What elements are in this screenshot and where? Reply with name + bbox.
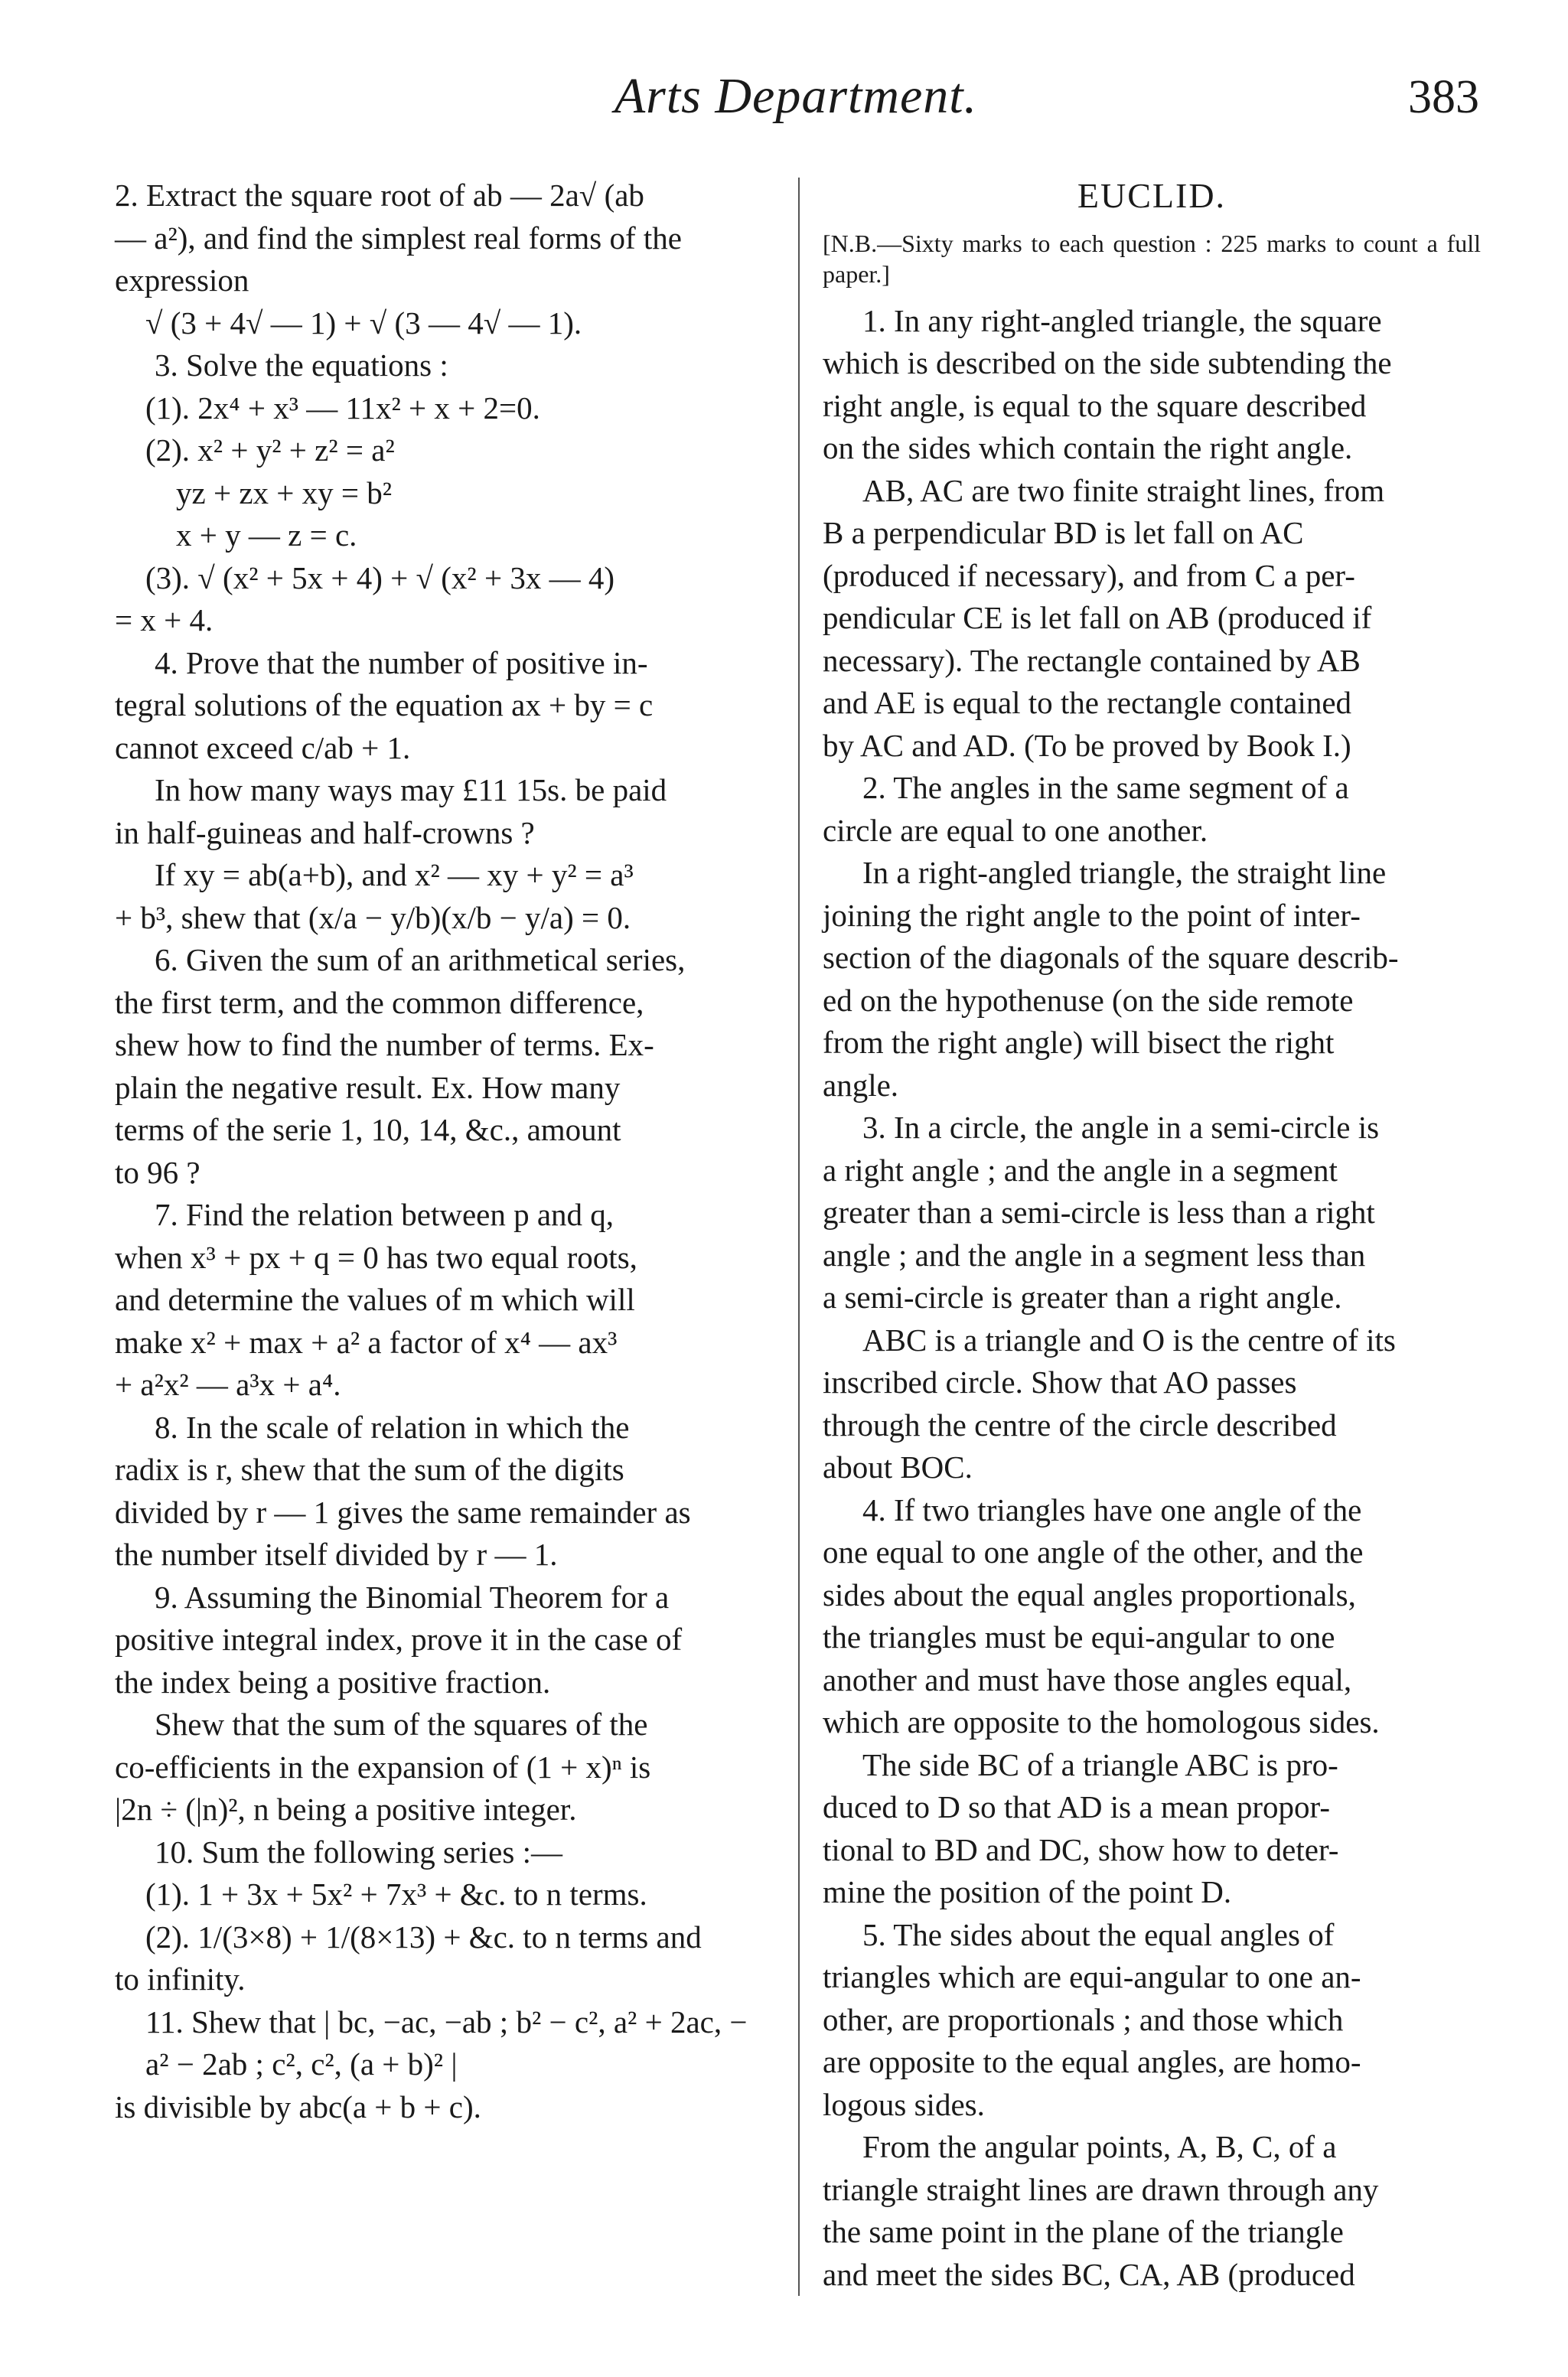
text-line: the index being a positive fraction. — [115, 1664, 551, 1700]
text-line: + a²x² — a³x + a⁴. — [115, 1367, 341, 1402]
equation-line: (1). 1 + 3x + 5x² + 7x³ + &c. to n terms. — [145, 1876, 647, 1912]
text-line: 8. In the scale of relation in which the — [155, 1409, 630, 1445]
text-line: ABC is a triangle and O is the centre of its — [862, 1322, 1396, 1358]
text-line: co-efficients in the expansion of (1 + x)ⁿ is — [115, 1749, 651, 1785]
text-line: expression — [115, 262, 249, 298]
text-line: In a right-angled triangle, the straight line — [862, 855, 1387, 890]
text-line: on the sides which contain the right angle. — [823, 430, 1353, 465]
text-line: AB, AC are two finite straight lines, from — [862, 472, 1385, 508]
text-line: is divisible by abc(a + b + c). — [115, 2088, 481, 2124]
text-line: Shew that the sum of the squares of the — [155, 1707, 648, 1742]
text-line: when x³ + px + q = 0 has two equal roots, — [115, 1239, 637, 1275]
text-line: 4. Prove that the number of positive in- — [155, 644, 648, 680]
text-line: tegral solutions of the equation ax + by = c — [115, 687, 654, 722]
text-line: right angle, is equal to the square described — [823, 387, 1367, 423]
text-line: the triangles must be equi-angular to one — [823, 1619, 1335, 1655]
equation-line: = x + 4. — [115, 602, 214, 637]
text-line: joining the right angle to the point of inter- — [823, 897, 1361, 933]
equation-line: yz + zx + xy = b² — [176, 474, 393, 510]
text-line: which are opposite to the homologous sides. — [823, 1704, 1380, 1740]
text-line: + b³, shew that (x/a − y/b)(x/b − y/a) = 0. — [115, 899, 631, 935]
text-line: 10. Sum the following series :— — [155, 1834, 562, 1870]
text-line: pendicular CE is let fall on AB (produced if — [823, 600, 1372, 635]
text-line: a semi-circle is greater than a right angle. — [823, 1280, 1342, 1315]
text-line: about BOC. — [823, 1449, 973, 1485]
text-line: to 96 ? — [115, 1154, 200, 1190]
text-line: The side BC of a triangle ABC is pro- — [862, 1746, 1338, 1782]
equation-line: 11. Shew that | bc, −ac, −ab ; b² − c², a² + 2ac, − a² − 2ab ; c², c², (a + b)² | — [145, 2004, 748, 2082]
text-line: the first term, and the common difference, — [115, 984, 644, 1020]
text-line: radix is r, shew that the sum of the digits — [115, 1452, 624, 1487]
text-line: 3. Solve the equations : — [155, 347, 448, 383]
text-line: the number itself divided by r — 1. — [115, 1537, 558, 1572]
text-line: mine the position of the point D. — [823, 1874, 1232, 1909]
text-line: sides about the equal angles proportionals, — [823, 1577, 1356, 1612]
text-line: 6. Given the sum of an arithmetical series, — [155, 942, 686, 977]
equation-line: (2). 1/(3×8) + 1/(8×13) + &c. to n terms and — [145, 1919, 702, 1955]
text-line: necessary). The rectangle contained by AB — [823, 642, 1361, 678]
text-line: 5. The sides about the equal angles of — [862, 1916, 1335, 1952]
text-line: to infinity. — [115, 1961, 246, 1997]
text-line: If xy = ab(a+b), and x² — xy + y² = a³ — [155, 857, 634, 892]
text-line: another and must have those angles equal, — [823, 1661, 1352, 1697]
text-line: plain the negative result. Ex. How many — [115, 1069, 621, 1105]
text-line: logous sides. — [823, 2086, 985, 2122]
text-line: 3. In a circle, the angle in a semi-circle is — [862, 1110, 1380, 1145]
text-line: are opposite to the equal angles, are homo- — [823, 2044, 1361, 2079]
text-line: 7. Find the relation between p and q, — [155, 1197, 614, 1232]
right-column — [823, 174, 1481, 2296]
text-line: angle. — [823, 1067, 899, 1103]
text-line: the same point in the plane of the triangle — [823, 2214, 1344, 2249]
text-line: From the angular points, A, B, C, of a — [862, 2129, 1337, 2164]
text-line: 2. The angles in the same segment of a — [862, 770, 1349, 805]
column-divider — [798, 178, 800, 2296]
text-line: tional to BD and DC, show how to deter- — [823, 1831, 1339, 1867]
text-line: inscribed circle. Show that AO passes — [823, 1365, 1297, 1400]
text-line: 9. Assuming the Binomial Theorem for a — [155, 1579, 670, 1615]
equation-line: x + y — z = c. — [176, 517, 357, 553]
text-line: greater than a semi-circle is less than a right — [823, 1195, 1375, 1230]
text-line: in half-guineas and half-crowns ? — [115, 814, 535, 850]
text-line: 2. Extract the square root of ab — 2a√ (ab — [115, 178, 644, 213]
text-line: (produced if necessary), and from C a per- — [823, 557, 1355, 593]
text-line: cannot exceed c/ab + 1. — [115, 729, 411, 765]
page-number: 383 — [1408, 71, 1479, 123]
text-line: and meet the sides BC, CA, AB (produced — [823, 2256, 1355, 2292]
section-heading: EUCLID. — [1077, 176, 1227, 215]
text-line: through the centre of the circle described — [823, 1407, 1337, 1443]
text-line: and determine the values of m which will — [115, 1282, 635, 1317]
text-line: ed on the hypothenuse (on the side remote — [823, 982, 1354, 1018]
text-line: |2n ÷ (|n)², n being a positive integer. — [115, 1792, 577, 1827]
text-line: angle ; and the angle in a segment less than — [823, 1237, 1366, 1273]
equation-line: √ (3 + 4√ — 1) + √ (3 — 4√ — 1). — [145, 305, 582, 341]
equation-line: (2). x² + y² + z² = a² — [145, 432, 395, 468]
text-line: make x² + max + a² a factor of x⁴ — ax³ — [115, 1324, 618, 1360]
text-line: triangle straight lines are drawn through any — [823, 2171, 1379, 2207]
text-line: B a perpendicular BD is let fall on AC — [823, 515, 1304, 550]
equation-line: (1). 2x⁴ + x³ — 11x² + x + 2=0. — [145, 390, 540, 426]
text-line: a right angle ; and the angle in a segment — [823, 1152, 1338, 1188]
text-line: In how many ways may £11 15s. be paid — [155, 772, 667, 807]
text-line: by AC and AD. (To be proved by Book I.) — [823, 727, 1351, 763]
text-line: and AE is equal to the rectangle contained — [823, 685, 1352, 720]
text-line: which is described on the side subtending the — [823, 345, 1392, 380]
equation-line: (3). √ (x² + 5x + 4) + √ (x² + 3x — 4) — [145, 559, 614, 595]
marks-note: [N.B.—Sixty marks to each question : 225 marks to count a full paper.] — [823, 229, 1481, 288]
text-line: one equal to one angle of the other, and the — [823, 1534, 1364, 1570]
text-line: 1. In any right-angled triangle, the square — [862, 302, 1382, 338]
text-line: other, are proportionals ; and those which — [823, 2001, 1344, 2037]
page-header — [0, 67, 1568, 136]
text-line: duced to D so that AD is a mean propor- — [823, 1789, 1331, 1824]
running-title: Arts Department. — [614, 68, 978, 124]
left-column — [115, 174, 777, 2128]
text-line: divided by r — 1 gives the same remainder as — [115, 1494, 691, 1530]
text-line: circle are equal to one another. — [823, 812, 1208, 848]
text-line: 4. If two triangles have one angle of the — [862, 1492, 1362, 1528]
text-line: shew how to find the number of terms. Ex- — [115, 1027, 654, 1062]
text-line: triangles which are equi-angular to one an- — [823, 1959, 1361, 1994]
text-line: positive integral index, prove it in the case of — [115, 1622, 683, 1657]
text-line: — a²), and find the simplest real forms of the — [115, 220, 682, 256]
text-line: section of the diagonals of the square describ- — [823, 940, 1399, 975]
text-line: from the right angle) will bisect the right — [823, 1025, 1335, 1060]
text-line: terms of the serie 1, 10, 14, &c., amount — [115, 1112, 621, 1147]
